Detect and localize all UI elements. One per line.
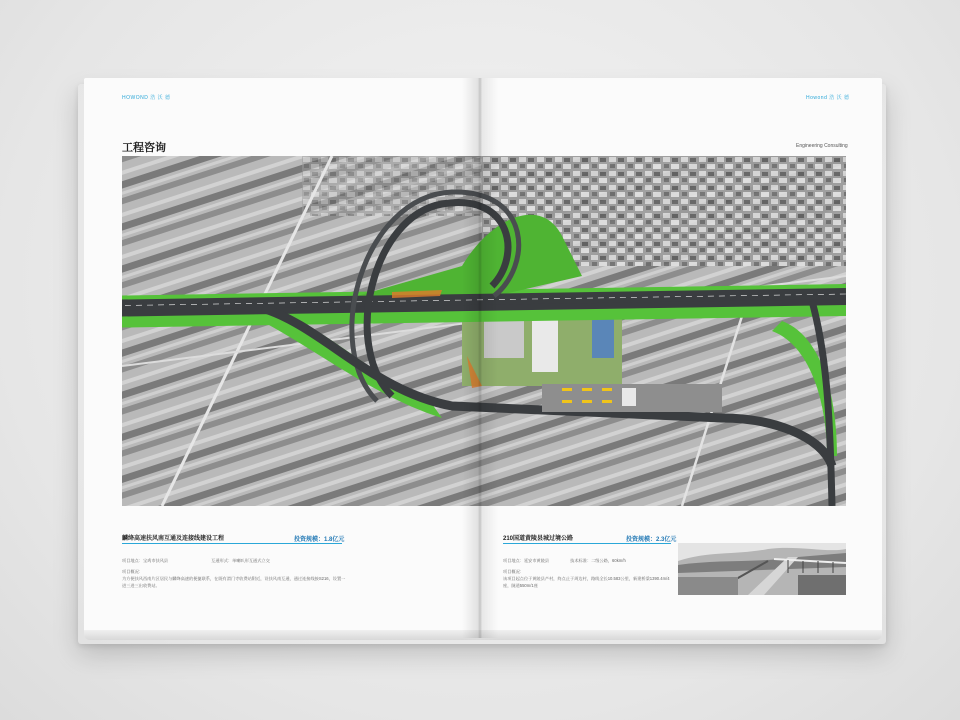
project-1-investment: 投资规模：1.8亿元 (294, 537, 345, 543)
section-subtitle: Engineering Consulting (796, 143, 848, 149)
project-2-title (503, 533, 573, 542)
project-2-overview-block (503, 568, 671, 589)
section-title: 工程咨询 (122, 142, 166, 154)
highway-bridge-photo (678, 543, 846, 595)
project-2-standard: 技术标准：二级公路，60km/h (570, 558, 626, 563)
project-2-meta (503, 557, 673, 564)
project-1-title (122, 533, 224, 542)
project-1-overview-label: 项目概况： (122, 569, 143, 574)
project-1-divider (122, 543, 342, 544)
project-1-type: 互通形式：单喇叭形互通式立交 (211, 558, 270, 563)
project-2-name: 210国道黄陵县城过境公路 (503, 536, 574, 542)
project-1-name: 麟绛高速扶风南互通及连接线建设工程 (122, 536, 225, 542)
project-1-overview: 为方便扶风西南片区居民与麟绛高速的便捷联系，在既有渭门寺收费站附近，设扶风南互通，通过连接线接S216，设置一进三进三出收费站。 (122, 576, 346, 588)
project-2-investment: 投资规模：2.3亿元 (626, 537, 677, 543)
project-1-meta (122, 557, 348, 564)
brand-logo-left: HOWOND 浩 沃 德 (122, 95, 171, 101)
project-2-overview-label: 项目概况： (503, 569, 524, 574)
project-2-divider (503, 543, 671, 544)
project-2-location: 项目地点：延安市黄陵县 (503, 558, 550, 563)
project-1-overview-block (122, 568, 348, 589)
interchange-aerial-image (122, 156, 846, 506)
project-1-location: 项目地点：宝鸡市扶风县 (122, 558, 169, 563)
project-2-overview: 该项目起点位于黄陵县产村，终点止于周边村，路线全长10.583公里，新建桥梁1390.4m/4座，隧道550m/1座 (503, 576, 670, 588)
brand-logo-right: Howond 浩 沃 德 (806, 95, 850, 101)
page-edge (84, 630, 882, 640)
